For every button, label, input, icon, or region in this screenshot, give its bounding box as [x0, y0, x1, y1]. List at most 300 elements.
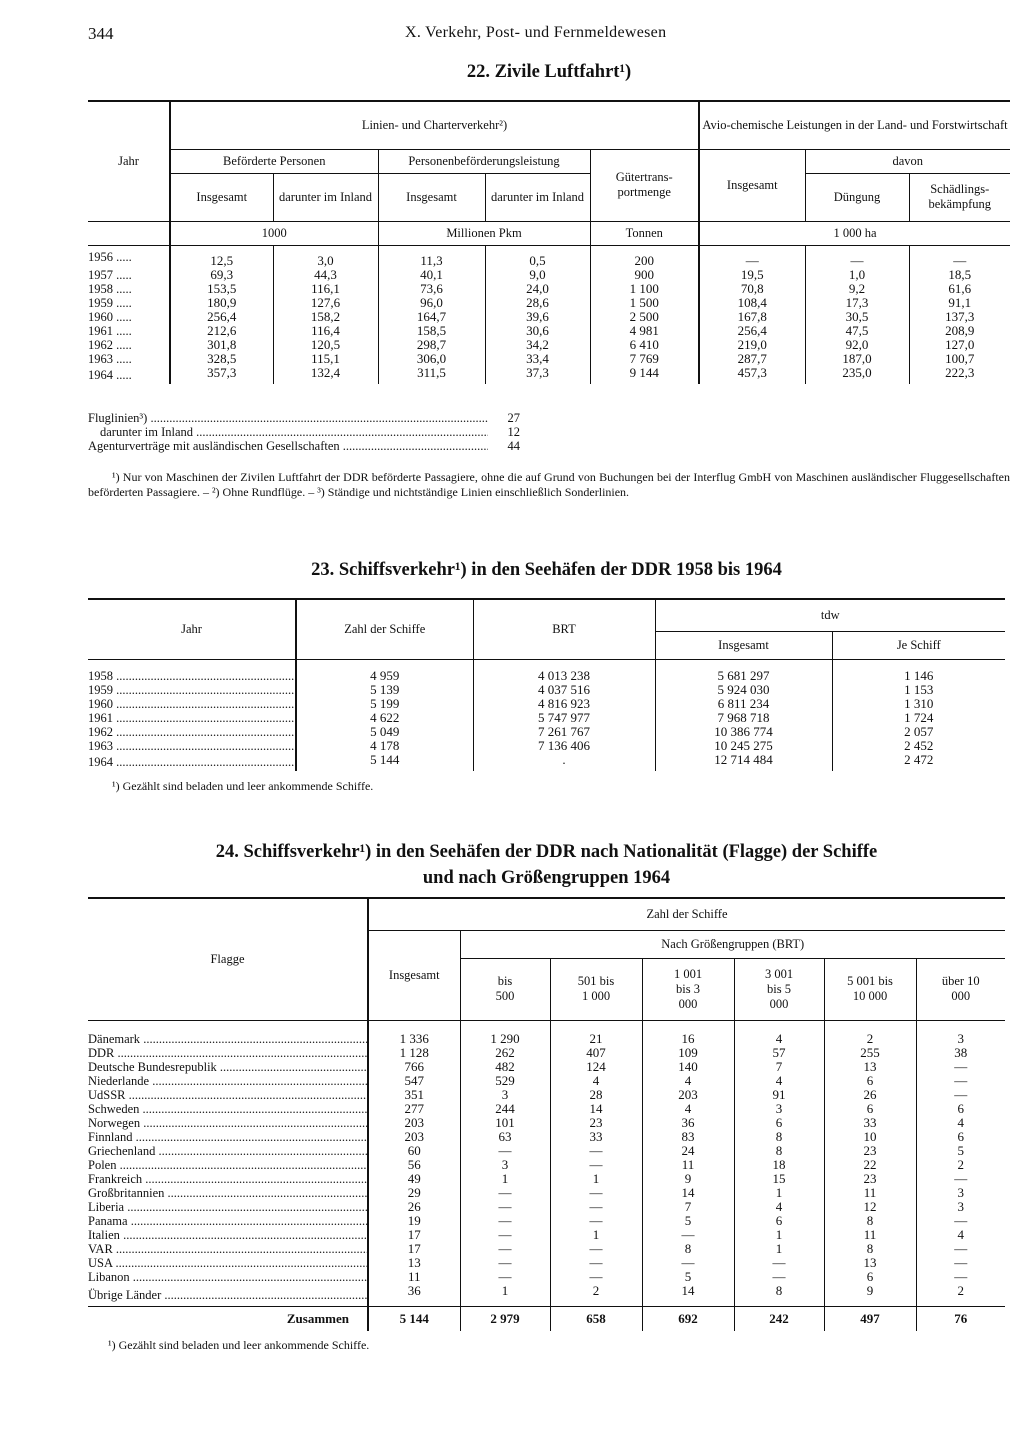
value-cell: 4 [642, 1102, 734, 1116]
t22-header-pkm: Personenbeförderungsleistung [378, 149, 590, 173]
value-cell: 4 622 [296, 711, 473, 725]
value-cell: 6 [824, 1074, 916, 1088]
value-cell: 4 [734, 1200, 824, 1214]
value-cell: 6 [824, 1270, 916, 1284]
value-cell: 4 959 [296, 669, 473, 683]
year-cell: 1961 ..... [88, 711, 296, 725]
t22-unit-tonnen: Tonnen [590, 221, 699, 245]
flag-cell: Polen ..... [88, 1158, 368, 1172]
value-cell: 219,0 [699, 338, 805, 352]
table-row [88, 1032, 1005, 1046]
table-row [88, 282, 1010, 296]
t22-header-avio: Avio-chemische Leistungen in der Land- und Forstwirtschaft [699, 101, 1010, 149]
table-row [88, 1074, 1005, 1088]
table-row [88, 697, 1005, 711]
t22-header-inland1: darunter im Inland [273, 173, 378, 221]
value-cell: — [550, 1256, 642, 1270]
value-cell: 92,0 [805, 338, 909, 352]
value-cell: 1 500 [590, 296, 699, 310]
value-cell: 12,5 [170, 245, 273, 268]
value-cell: 18 [734, 1158, 824, 1172]
value-cell: — [916, 1088, 1005, 1102]
value-cell: 15 [734, 1172, 824, 1186]
flag-cell: USA ..... [88, 1256, 368, 1270]
value-cell: 23 [824, 1172, 916, 1186]
value-cell: 63 [460, 1130, 550, 1144]
t22-header-avio-insg: Insgesamt [699, 149, 805, 221]
value-cell: 38 [916, 1046, 1005, 1060]
value-cell: 3,0 [273, 245, 378, 268]
value-cell: 10 245 275 [655, 739, 832, 753]
value-cell: — [550, 1186, 642, 1200]
value-cell: 306,0 [378, 352, 485, 366]
flag-cell: Deutsche Bundesrepublik ..... [88, 1060, 368, 1074]
value-cell: 5 924 030 [655, 683, 832, 697]
table-row [88, 1270, 1005, 1284]
value-cell: — [916, 1214, 1005, 1228]
value-cell: 6 [824, 1102, 916, 1116]
value-cell: — [460, 1200, 550, 1214]
table-row [88, 739, 1005, 753]
year-cell: 1961 ..... [88, 323, 132, 338]
value-cell: 3 [916, 1200, 1005, 1214]
value-cell: — [734, 1256, 824, 1270]
table-22 [88, 100, 1010, 384]
table-row [88, 1214, 1005, 1228]
page-number: 344 [88, 24, 114, 43]
flag-cell: VAR ..... [88, 1242, 368, 1256]
value-cell: 2 [824, 1032, 916, 1046]
value-cell: 115,1 [273, 352, 378, 366]
value-cell: 9,2 [805, 282, 909, 296]
value-cell: 158,5 [378, 324, 485, 338]
value-cell: 11 [642, 1158, 734, 1172]
flag-cell: Großbritannien ..... [88, 1186, 368, 1200]
flag-cell: Griechenland ..... [88, 1144, 368, 1158]
value-cell: 140 [642, 1060, 734, 1074]
value-cell: — [916, 1242, 1005, 1256]
value-cell: 1 [734, 1186, 824, 1200]
table-row [88, 1060, 1005, 1074]
flag-cell: DDR ..... [88, 1046, 368, 1060]
t22-header-jahr: Jahr [118, 153, 139, 168]
t22-unit-ha: 1 000 ha [699, 221, 1010, 245]
value-cell: 357,3 [170, 366, 273, 384]
value-cell: 208,9 [909, 324, 1010, 338]
value-cell: 5 [916, 1144, 1005, 1158]
value-cell: 116,1 [273, 282, 378, 296]
value-cell: 23 [550, 1116, 642, 1130]
value-cell: 4 [642, 1074, 734, 1088]
t22-header-befoerderte: Beförderte Personen [170, 149, 378, 173]
t24-header-col-5: 5 001 bis 10 000 [824, 958, 916, 1020]
value-cell: 61,6 [909, 282, 1010, 296]
value-cell: — [642, 1256, 734, 1270]
value-cell: 47,5 [805, 324, 909, 338]
year-cell: 1962 ..... [88, 337, 132, 352]
t24-header-col-3: 1 001 bis 3 000 [642, 958, 734, 1020]
table-row [88, 324, 1010, 338]
value-cell: 328,5 [170, 352, 273, 366]
value-cell: 7 [734, 1060, 824, 1074]
total-row [88, 1307, 1005, 1331]
t24-body [88, 1032, 1005, 1331]
value-cell: 4 013 238 [473, 669, 655, 683]
value-cell: 39,6 [485, 310, 590, 324]
value-cell: — [805, 245, 909, 268]
value-cell: 26 [824, 1088, 916, 1102]
table-row [88, 1046, 1005, 1060]
value-cell: — [699, 245, 805, 268]
value-cell: 1 146 [832, 669, 1005, 683]
value-cell: 200 [590, 245, 699, 268]
flag-cell: UdSSR ..... [88, 1088, 368, 1102]
value-cell: 180,9 [170, 296, 273, 310]
total-value: 658 [550, 1307, 642, 1331]
year-cell: 1964 ..... [88, 753, 296, 771]
value-cell: 56 [368, 1158, 460, 1172]
value-cell: 3 [916, 1186, 1005, 1200]
value-cell: 2 452 [832, 739, 1005, 753]
value-cell: 2 472 [832, 753, 1005, 771]
value-cell: 120,5 [273, 338, 378, 352]
t22-header-insg1: Insgesamt [170, 173, 273, 221]
value-cell: 34,2 [485, 338, 590, 352]
value-cell: 60 [368, 1144, 460, 1158]
value-cell: 7 968 718 [655, 711, 832, 725]
total-value: 5 144 [368, 1307, 460, 1331]
table-22-title: 22. Zivile Luftfahrt¹) [466, 62, 632, 82]
value-cell: 22 [824, 1158, 916, 1172]
value-cell: 457,3 [699, 366, 805, 384]
value-cell: 547 [368, 1074, 460, 1088]
value-cell: 4 178 [296, 739, 473, 753]
value-cell: 164,7 [378, 310, 485, 324]
value-cell: 83 [642, 1130, 734, 1144]
value-cell: 4 [916, 1228, 1005, 1242]
value-cell: — [550, 1158, 642, 1172]
value-cell: 203 [368, 1130, 460, 1144]
value-cell: 153,5 [170, 282, 273, 296]
value-cell: — [460, 1186, 550, 1200]
t23-header-zahl: Zahl der Schiffe [296, 599, 473, 659]
value-cell: — [460, 1270, 550, 1284]
flag-cell: Niederlande ..... [88, 1074, 368, 1088]
value-cell: 244 [460, 1102, 550, 1116]
value-cell: 9 [824, 1284, 916, 1307]
t22-body [88, 245, 1010, 384]
value-cell: 33 [824, 1116, 916, 1130]
year-cell: 1959 ..... [88, 683, 296, 697]
table-row [88, 366, 1010, 384]
t24-header-zahl: Zahl der Schiffe [368, 898, 1005, 930]
value-cell: 49 [368, 1172, 460, 1186]
value-cell: 17 [368, 1228, 460, 1242]
value-cell: 158,2 [273, 310, 378, 324]
t24-header-flagge: Flagge [210, 951, 245, 966]
value-cell: 108,4 [699, 296, 805, 310]
value-cell: 132,4 [273, 366, 378, 384]
value-cell: 351 [368, 1088, 460, 1102]
value-cell: 23 [824, 1144, 916, 1158]
value-cell: — [916, 1256, 1005, 1270]
table-row [88, 1088, 1005, 1102]
table-row [88, 352, 1010, 366]
table-row [88, 1102, 1005, 1116]
value-cell: 100,7 [909, 352, 1010, 366]
value-cell: 14 [642, 1186, 734, 1200]
value-cell: 2 [550, 1284, 642, 1307]
value-cell: 1 [460, 1172, 550, 1186]
value-cell: 12 714 484 [655, 753, 832, 771]
value-cell: 69,3 [170, 268, 273, 282]
value-cell: 1 100 [590, 282, 699, 296]
value-cell: 5 144 [296, 753, 473, 771]
total-value: 76 [916, 1307, 1005, 1331]
value-cell: 91 [734, 1088, 824, 1102]
value-cell: 11 [824, 1186, 916, 1200]
value-cell: 11 [824, 1228, 916, 1242]
value-cell: 116,4 [273, 324, 378, 338]
value-cell: 36 [642, 1116, 734, 1130]
value-cell: 482 [460, 1060, 550, 1074]
flag-cell: Finnland ..... [88, 1130, 368, 1144]
value-cell: 19 [368, 1214, 460, 1228]
value-cell: 5 [642, 1214, 734, 1228]
value-cell: 3 [734, 1102, 824, 1116]
t22-header-duengung: Düngung [805, 173, 909, 221]
value-cell: 36 [368, 1284, 460, 1307]
year-cell: 1957 ..... [88, 267, 132, 282]
year-cell: 1959 ..... [88, 295, 132, 310]
value-cell: 4 [734, 1074, 824, 1088]
extra-label: darunter im Inland ..... [100, 425, 488, 439]
table-row [88, 1228, 1005, 1242]
value-cell: 73,6 [378, 282, 485, 296]
table-row [88, 1186, 1005, 1200]
value-cell: 5 747 977 [473, 711, 655, 725]
year-cell: 1963 ..... [88, 739, 296, 753]
t24-footnote: ¹) Gezählt sind beladen und leer ankommende Schiffe. [108, 1338, 370, 1352]
flag-cell: Dänemark ..... [88, 1032, 368, 1046]
value-cell: 5 049 [296, 725, 473, 739]
table-row [88, 725, 1005, 739]
table-row [88, 1172, 1005, 1186]
value-cell: 1 153 [832, 683, 1005, 697]
table-row [88, 1200, 1005, 1214]
t24-header-col-6: über 10 000 [916, 958, 1005, 1020]
value-cell: 24,0 [485, 282, 590, 296]
value-cell: 5 139 [296, 683, 473, 697]
value-cell: 1 290 [460, 1032, 550, 1046]
value-cell: 235,0 [805, 366, 909, 384]
value-cell: — [642, 1228, 734, 1242]
flag-cell: Panama ..... [88, 1214, 368, 1228]
value-cell: — [550, 1214, 642, 1228]
value-cell: 37,3 [485, 366, 590, 384]
table-24-title-line2: und nach Größengruppen 1964 [422, 868, 671, 888]
t22-header-gueter: Gütertrans-portmenge [590, 149, 699, 221]
value-cell: 4 [916, 1116, 1005, 1130]
value-cell: 10 [824, 1130, 916, 1144]
value-cell: 8 [824, 1214, 916, 1228]
value-cell: 137,3 [909, 310, 1010, 324]
flag-cell: Italien ..... [88, 1228, 368, 1242]
value-cell: 109 [642, 1046, 734, 1060]
value-cell: 33 [550, 1130, 642, 1144]
value-cell: 13 [824, 1060, 916, 1074]
value-cell: 256,4 [170, 310, 273, 324]
t22-unit-1000: 1000 [170, 221, 378, 245]
value-cell: 1,0 [805, 268, 909, 282]
value-cell: 24 [642, 1144, 734, 1158]
value-cell: 16 [642, 1032, 734, 1046]
value-cell: 18,5 [909, 268, 1010, 282]
t22-header-linien: Linien- und Charterverkehr²) [170, 101, 699, 149]
value-cell: 1 310 [832, 697, 1005, 711]
value-cell: 6 [734, 1116, 824, 1130]
value-cell: 7 136 406 [473, 739, 655, 753]
t23-header-jahr: Jahr [181, 621, 202, 636]
value-cell: 3 [460, 1158, 550, 1172]
table-row [88, 268, 1010, 282]
value-cell: — [550, 1144, 642, 1158]
t24-header-col-2: 501 bis 1 000 [550, 958, 642, 1020]
value-cell: 5 [642, 1270, 734, 1284]
value-cell: — [550, 1270, 642, 1284]
value-cell: 4 [550, 1074, 642, 1088]
value-cell: — [916, 1074, 1005, 1088]
value-cell: 1 336 [368, 1032, 460, 1046]
value-cell: 6 [916, 1130, 1005, 1144]
t23-footnote: ¹) Gezählt sind beladen und leer ankommende Schiffe. [112, 779, 374, 793]
value-cell: 2 [916, 1158, 1005, 1172]
value-cell: — [550, 1242, 642, 1256]
value-cell: 101 [460, 1116, 550, 1130]
value-cell: 8 [734, 1130, 824, 1144]
t23-header-brt: BRT [473, 599, 655, 659]
value-cell: 900 [590, 268, 699, 282]
table-row [88, 1116, 1005, 1130]
year-cell: 1956 ..... [88, 249, 132, 264]
value-cell: 2 [916, 1284, 1005, 1307]
extra-value: 27 [507, 411, 520, 425]
table-row [88, 711, 1005, 725]
table-23-title: 23. Schiffsverkehr¹) in den Seehäfen der DDR 1958 bis 1964 [311, 560, 782, 580]
value-cell: — [460, 1242, 550, 1256]
value-cell: — [916, 1172, 1005, 1186]
value-cell: 2 057 [832, 725, 1005, 739]
value-cell: — [550, 1200, 642, 1214]
year-cell: 1958 ..... [88, 669, 296, 683]
value-cell: 70,8 [699, 282, 805, 296]
t23-header-insg: Insgesamt [655, 631, 832, 659]
value-cell: 3 [916, 1032, 1005, 1046]
value-cell: 12 [824, 1200, 916, 1214]
value-cell: 26 [368, 1200, 460, 1214]
value-cell: 1 [550, 1172, 642, 1186]
value-cell: . [473, 753, 655, 771]
table-row [88, 245, 1010, 268]
value-cell: 1 [734, 1228, 824, 1242]
total-value: 497 [824, 1307, 916, 1331]
t22-header-insg2: Insgesamt [378, 173, 485, 221]
table-row [88, 1242, 1005, 1256]
year-cell: 1962 ..... [88, 725, 296, 739]
total-value: 2 979 [460, 1307, 550, 1331]
value-cell: 8 [642, 1242, 734, 1256]
value-cell: — [460, 1228, 550, 1242]
t22-header-schaed: Schädlings-bekämpfung [909, 173, 1010, 221]
table-23 [88, 598, 1005, 771]
table-row [88, 1284, 1005, 1307]
value-cell: 11,3 [378, 245, 485, 268]
extra-value: 12 [507, 425, 520, 439]
t22-unit-pkm: Millionen Pkm [378, 221, 590, 245]
value-cell: 256,4 [699, 324, 805, 338]
value-cell: 11 [368, 1270, 460, 1284]
table-row [88, 296, 1010, 310]
value-cell: 212,6 [170, 324, 273, 338]
value-cell: — [460, 1144, 550, 1158]
value-cell: 301,8 [170, 338, 273, 352]
value-cell: 7 261 767 [473, 725, 655, 739]
value-cell: 21 [550, 1032, 642, 1046]
value-cell: 57 [734, 1046, 824, 1060]
value-cell: 298,7 [378, 338, 485, 352]
value-cell: 4 037 516 [473, 683, 655, 697]
value-cell: 28,6 [485, 296, 590, 310]
t23-body [88, 669, 1005, 771]
table-24-title-line1: 24. Schiffsverkehr¹) in den Seehäfen der DDR nach Nationalität (Flagge) der Schiffe [215, 842, 878, 862]
value-cell: — [460, 1256, 550, 1270]
value-cell: 311,5 [378, 366, 485, 384]
table-row [88, 753, 1005, 771]
value-cell: 255 [824, 1046, 916, 1060]
value-cell: 407 [550, 1046, 642, 1060]
value-cell: 3 [460, 1088, 550, 1102]
flag-cell: Schweden ..... [88, 1102, 368, 1116]
table-row [88, 1144, 1005, 1158]
value-cell: 6 [734, 1214, 824, 1228]
value-cell: 277 [368, 1102, 460, 1116]
value-cell: 10 386 774 [655, 725, 832, 739]
value-cell: 766 [368, 1060, 460, 1074]
value-cell: 19,5 [699, 268, 805, 282]
value-cell: 124 [550, 1060, 642, 1074]
t22-header-inland2: darunter im Inland [485, 173, 590, 221]
value-cell: 6 410 [590, 338, 699, 352]
extra-label: Agenturverträge mit ausländischen Gesellschaften ..... [88, 439, 488, 453]
value-cell: 529 [460, 1074, 550, 1088]
value-cell: 28 [550, 1088, 642, 1102]
value-cell: 287,7 [699, 352, 805, 366]
t24-header-insg: Insgesamt [368, 930, 460, 1020]
value-cell: 30,5 [805, 310, 909, 324]
value-cell: 203 [368, 1116, 460, 1130]
value-cell: 29 [368, 1186, 460, 1200]
flag-cell: Liberia ..... [88, 1200, 368, 1214]
flag-cell: Frankreich ..... [88, 1172, 368, 1186]
table-24 [88, 897, 1005, 1331]
table-row [88, 1130, 1005, 1144]
value-cell: 14 [550, 1102, 642, 1116]
table-row [88, 310, 1010, 324]
value-cell: 9 144 [590, 366, 699, 384]
t24-header-col-1: bis 500 [460, 958, 550, 1020]
value-cell: 4 [734, 1032, 824, 1046]
value-cell: 167,8 [699, 310, 805, 324]
